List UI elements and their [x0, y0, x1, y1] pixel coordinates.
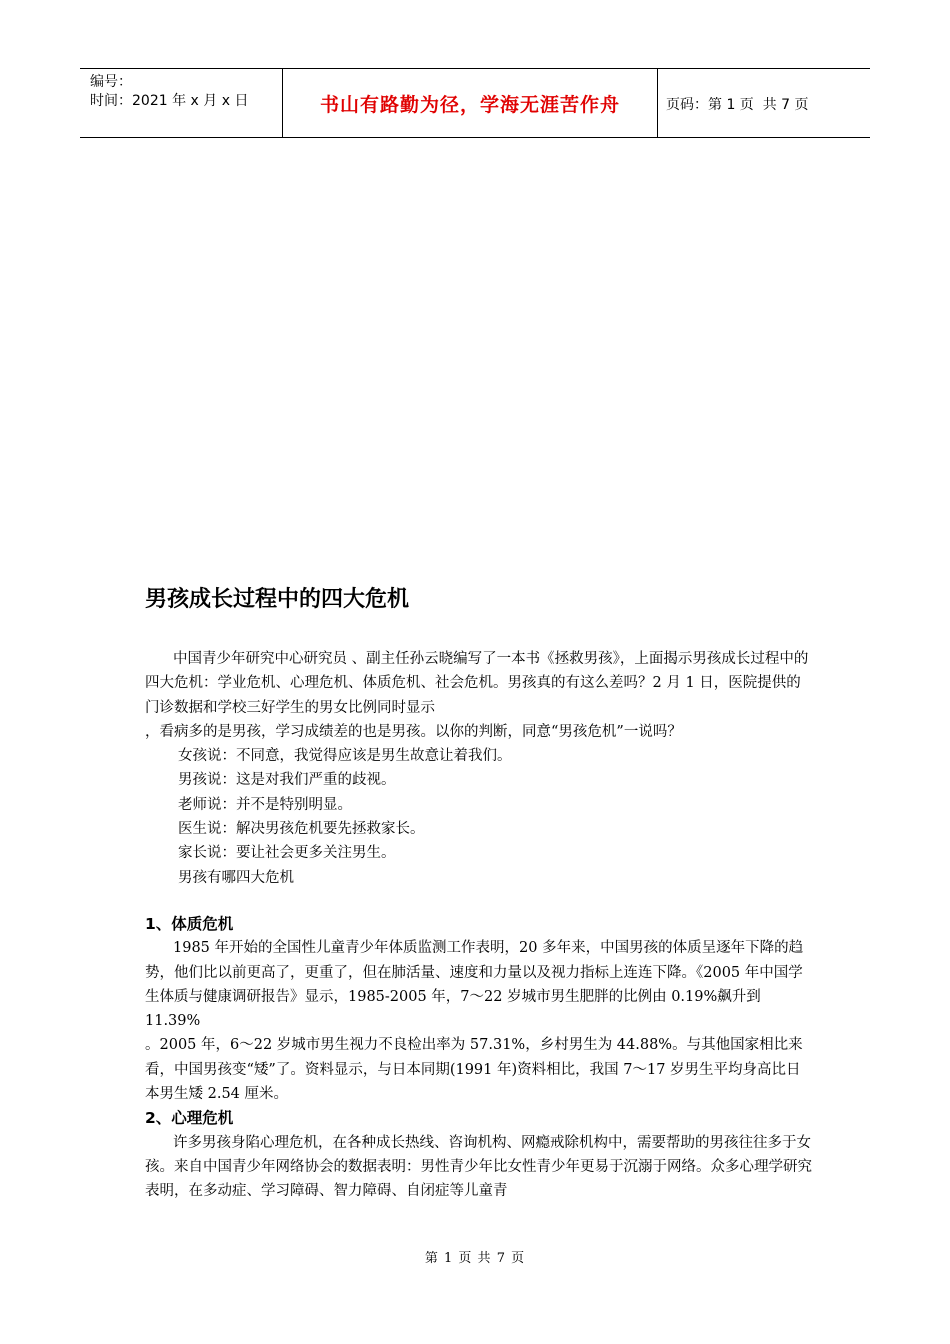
- doctor-opinion: 医生说：解决男孩危机要先拯救家长。: [178, 821, 425, 838]
- physical-crisis-paragraph-continued: 。2005 年，6～22 岁城市男生视力不良检出率为 57.31%，乡村男生为 44.88%。与其他国家相比来看，中国男孩变“矮”了。资料显示，与日本同期(1991 年)资料相比，我国 7～17 岁男生平均身高比日本男生矮 2.54 厘米。: [145, 1037, 803, 1103]
- document-number-label: 编号：: [90, 74, 132, 90]
- psychological-crisis-paragraph: 许多男孩身陷心理危机，在各种成长热线、咨询机构、网瘾戒除机构中，需要帮助的男孩往往多于女孩。来自中国青少年网络协会的数据表明：男性青少年比女性青少年更易于沉溺于网络。众多心理学研究表明，在多动症、学习障碍、智力障碍、自闭症等儿童青: [145, 1134, 812, 1200]
- crisis-question: 男孩有哪四大危机: [178, 869, 294, 886]
- document-time-label: 时间：2021 年 x 月 x 日: [90, 93, 249, 109]
- physical-crisis-paragraph: 1985 年开始的全国性儿童青少年体质监测工作表明，20 多年来，中国男孩的体质呈逐年下降的趋势，他们比以前更高了，更重了，但在肺活量、速度和力量以及视力指标上连连下降。《2005 年中国学生体质与健康调研报告》显示，1985-2005 年，7～22 岁城市男生肥胖的比例由 0.19%飙升到 11.39%: [145, 940, 804, 1030]
- document-title: 男孩成长过程中的四大危机: [145, 587, 410, 612]
- girl-opinion: 女孩说：不同意，我觉得应该是男生故意让着我们。: [178, 748, 512, 765]
- teacher-opinion: 老师说：并不是特别明显。: [178, 796, 352, 813]
- header-motto-cell: [282, 69, 658, 137]
- header-meta: [90, 73, 280, 111]
- header-motto: 书山有路勤为径，学海无涯苦作舟: [319, 93, 620, 116]
- intro-paragraph-continued: ，看病多的是男孩，学习成绩差的也是男孩。以你的判断，同意“男孩危机”一说吗？: [145, 723, 682, 740]
- intro-paragraph: 中国青少年研究中心研究员 、副主任孙云晓编写了一本书《拯救男孩》，上面揭示男孩成长过程中的四大危机：学业危机、心理危机、体质危机、社会危机。男孩真的有这么差吗？2 月 1 日，医院提供的门诊数据和学校三好学生的男女比例同时显示: [145, 651, 809, 716]
- section-heading-physical: 1、体质危机: [145, 914, 234, 933]
- section-heading-psychological: 2、心理危机: [145, 1109, 234, 1128]
- parent-opinion: 家长说：要让社会更多关注男生。: [178, 845, 396, 862]
- document-body: [145, 647, 815, 1204]
- boy-opinion: 男孩说：这是对我们严重的歧视。: [178, 772, 396, 789]
- page-footer: 第 1 页 共 7 页: [424, 1251, 526, 1266]
- header-page-info: 页码：第 1 页 共 7 页: [666, 97, 809, 113]
- page-header: [80, 68, 870, 138]
